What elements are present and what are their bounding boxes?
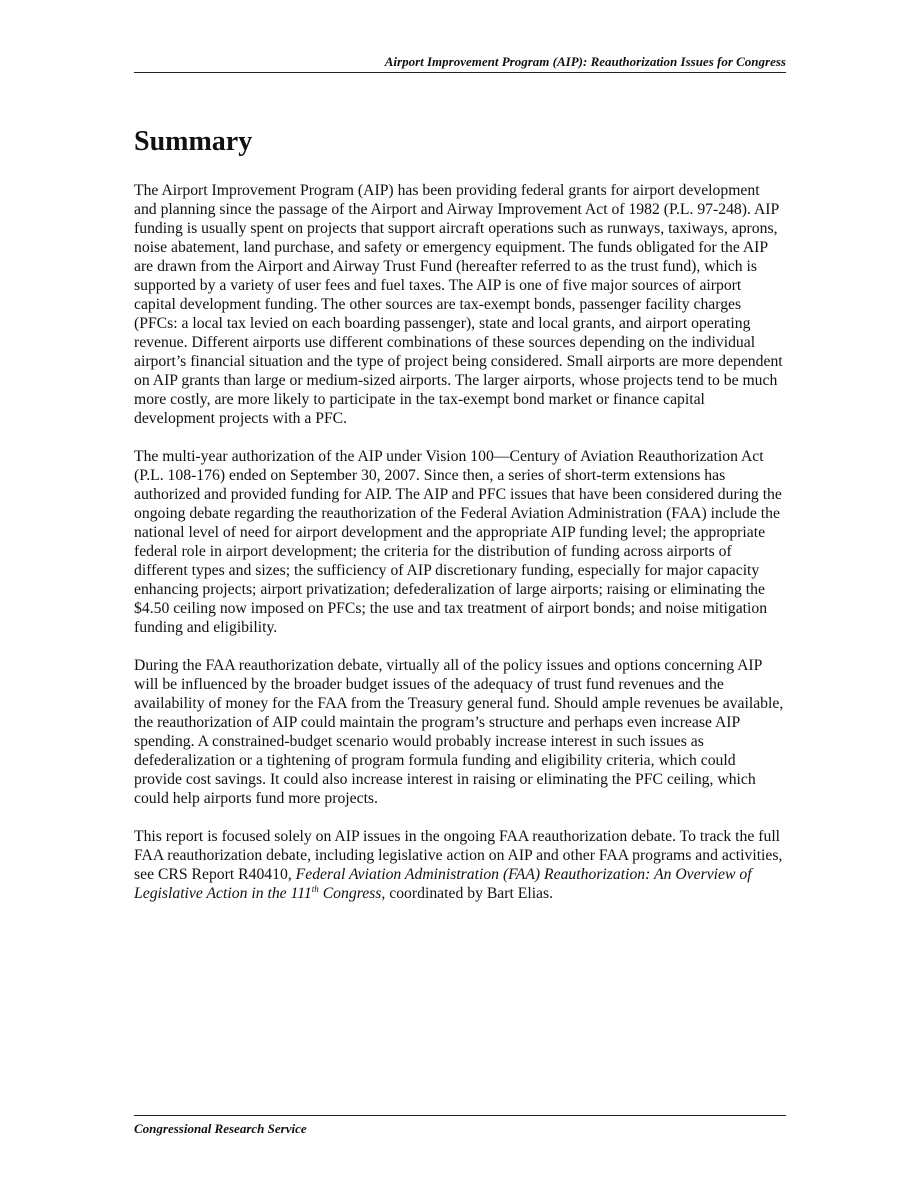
report-title-part-1: Federal Aviation Administration (FAA) Reauthorization: An Overview of Legislative Action in the 111 (134, 866, 752, 902)
running-header-title: Airport Improvement Program (AIP): Reauthorization Issues for Congress (384, 54, 786, 69)
summary-paragraph-2: The multi-year authorization of the AIP under Vision 100—Century of Aviation Reauthorization Act (P.L. 108-176) ended on September 30, 2007. Since then, a series of short-term extensions has authorized and provided funding for AIP. The AIP and PFC issues that have been considered during the ongoing debate regarding the reauthorization of the Federal Aviation Administration (FAA) include the national level of need for airport development and the appropriate AIP funding level; the appropriate federal role in airport development; the criteria for the distribution of funding across airports of different types and sizes; the sufficiency of AIP discretionary funding, especially for major capacity enhancing projects; airport privatization; defederalization of large airports; raising or eliminating the $4.50 ceiling now imposed on PFCs; the use and tax treatment of airport bonds; and noise mitigation funding and eligibility. (134, 448, 782, 636)
summary-paragraph-3: During the FAA reauthorization debate, virtually all of the policy issues and options concerning AIP will be influenced by the broader budget issues of the adequacy of trust fund revenues and the availability of money for the FAA from the Treasury general fund. Should ample revenues be available, the reauthorization of AIP could maintain the program’s structure and perhaps even increase AIP spending. A constrained-budget scenario would probably increase interest in such issues as defederalization or a tightening of program formula funding and eligibility criteria, which could provide cost savings. It could also increase interest in raising or eliminating the PFC ceiling, which could help airports fund more projects. (134, 657, 784, 807)
header-rule (134, 72, 786, 73)
report-title-part-2: Congress (318, 885, 382, 902)
section-title: Summary (134, 126, 253, 157)
footer-rule (134, 1115, 786, 1116)
paragraph-4-tail-text: , coordinated by Bart Elias. (381, 885, 554, 902)
running-footer-organization: Congressional Research Service (134, 1121, 307, 1136)
summary-paragraph-1: The Airport Improvement Program (AIP) has been providing federal grants for airport development and planning since the passage of the Airport and Airway Improvement Act of 1982 (P.L. 97-248). AIP funding is usually spent on projects that support aircraft operations such as runways, taxiways, aprons, noise abatement, land purchase, and safety or emergency equipment. The funds obligated for the AIP are drawn from the Airport and Airway Trust Fund (hereafter referred to as the trust fund), which is supported by a variety of user fees and fuel taxes. The AIP is one of five major sources of airport capital development funding. The other sources are tax-exempt bonds, passenger facility charges (PFCs: a local tax levied on each boarding passenger), state and local grants, and airport operating revenue. Different airports use different combinations of these sources depending on the individual airport’s financial situation and the type of project being considered. Small airports are more dependent on AIP grants than large or medium-sized airports. The larger airports, whose projects tend to be much more costly, are more likely to participate in the tax-exempt bond market or finance capital development projects with a PFC. (134, 182, 783, 427)
ordinal-superscript: th (311, 883, 319, 894)
summary-paragraph-4 (134, 827, 786, 903)
summary-section (134, 122, 786, 922)
paragraph-4-lead-text: This report is focused solely on AIP issues in the ongoing FAA reauthorization debate. To track the full FAA reauthorization debate, including legislative action on AIP and other FAA programs and activities, see CRS Report R40410, (134, 828, 783, 883)
